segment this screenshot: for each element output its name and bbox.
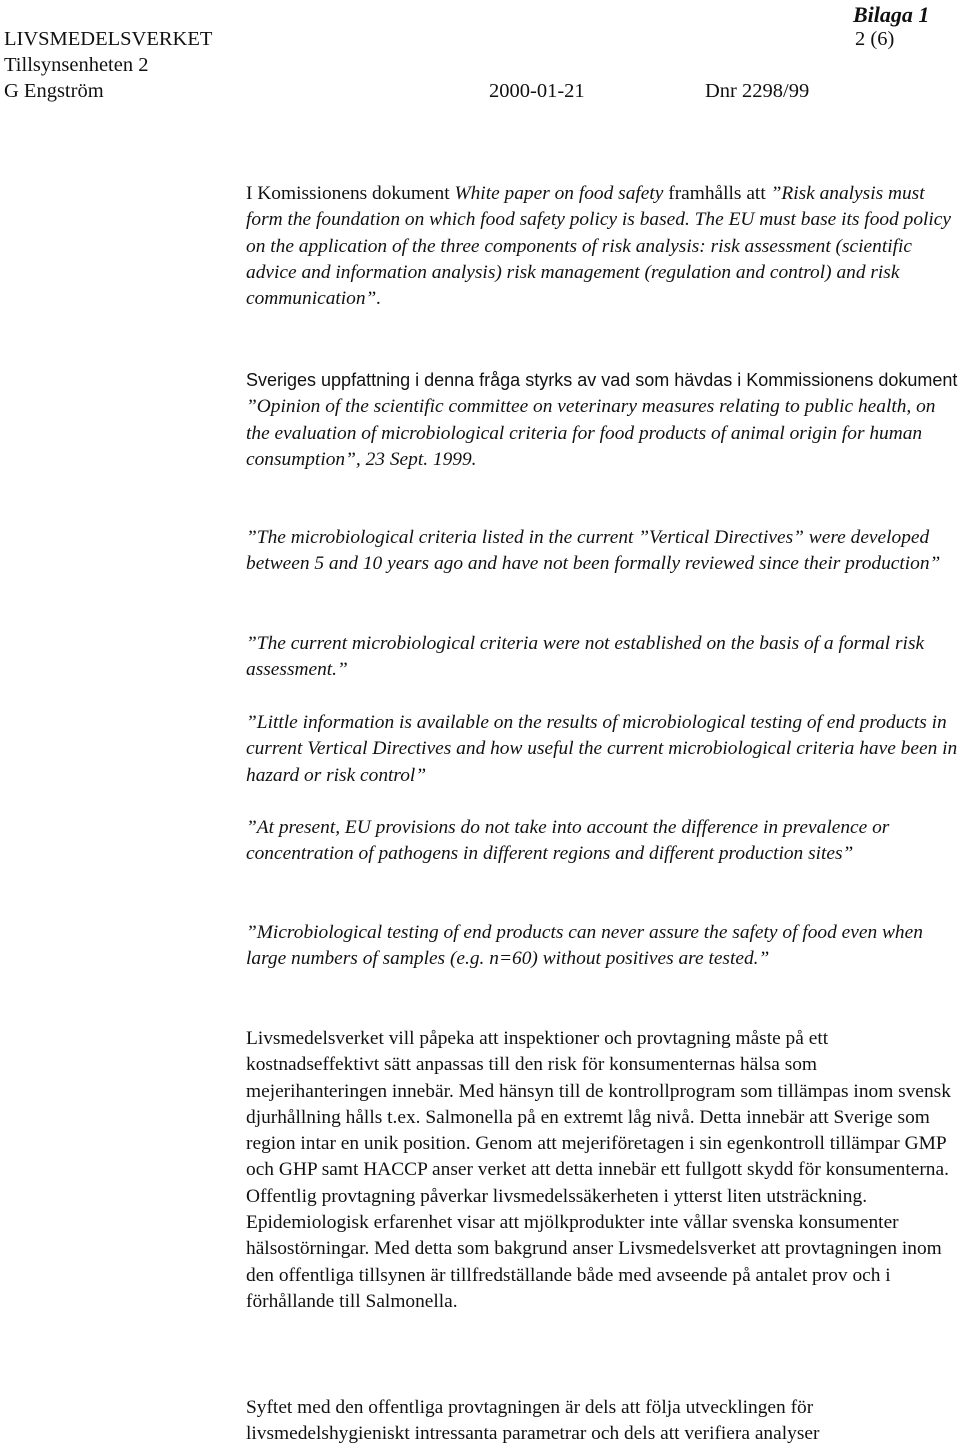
quote-1: ”The microbiological criteria listed in the current ”Vertical Directives” were developed between 5 and 10 years ago and have not been formally reviewed since their production” [246, 527, 941, 575]
p3-text: Livsmedelsverket vill påpeka att inspektioner och provtagning måste på ett kostnadseffektivt sätt anpassas till den risk för konsumenternas hälsa som mejerihanteringen innebär. Med hänsyn till de kontrollprogram som tillämpas inom svensk djurhållning hålls t.ex. Salmonella på en extremt låg nivå. Detta innebär att Sverige som region intar en unik position. Genom att mejeriföretagen i sin egenkontroll tillämpar GMP och GHP samt HACCP anser verket att detta innebär ett fullgott skydd för konsumenterna. Offentlig provtagning påverkar livsmedelssäkerheten i ytterst liten utsträckning. Epidemiologisk erfarenhet visar att mjölkprodukter inte vållar svenska konsumenter hälsostörningar. Med detta som bakgrund anser Livsmedelsverket att provtagningen inom den offentliga tillsynen är tillfredställande både med avseende på antalet prov och i förhållande till Salmonella. [246, 1028, 951, 1312]
opinion-title: ”Opinion of the scientific committee on veterinary measures relating to public health, on the evaluation of microbiological criteria for food products of animal origin for human consumption”, 23 Sept. 1999. [246, 396, 936, 470]
white-paper-quote: ”Risk analysis must form the foundation on which food safety policy is based. The EU must base its food policy on the application of the three components of risk analysis: risk assessment (scientific advice and information analysis) risk management (regulation and control) and risk communication”. [246, 183, 952, 310]
quote-4: ”At present, EU provisions do not take into account the difference in prevalence or concentration of pathogens in different regions and different production sites” [246, 817, 890, 865]
unit-name: Tillsynsenheten 2 [4, 54, 149, 76]
paragraph-livsmedelsverket [246, 1026, 958, 1315]
quote-5: ”Microbiological testing of end products can never assure the safety of food even when large numbers of samples (e.g. n=60) without positives are tested.” [246, 922, 923, 970]
paragraph-white-paper [246, 181, 958, 312]
p4-text: Syftet med den offentliga provtagningen är dels att följa utvecklingen för livsmedelshygieniskt intressanta parametrar och dels att verifiera analyser [246, 1397, 820, 1445]
page-number: 2 (6) [855, 28, 895, 50]
p1-lead: I Komissionens dokument [246, 183, 455, 204]
paragraph-purpose [246, 1395, 958, 1448]
author-name: G Engström [4, 80, 104, 102]
quote-3: ”Little information is available on the results of microbiological testing of end products in current Vertical Directives and how useful the current microbiological criteria have been in hazard or risk control” [246, 712, 958, 786]
document-date: 2000-01-21 [489, 80, 585, 102]
registry-number: Dnr 2298/99 [705, 80, 810, 102]
annex-label: Bilaga 1 [853, 2, 930, 27]
agency-name: LIVSMEDELSVERKET [4, 28, 213, 50]
quote-2: ”The current microbiological criteria were not established on the basis of a formal risk assessment.” [246, 633, 925, 681]
p2-lead: Sveriges uppfattning i denna fråga styrks av vad som hävdas i Kommissionens dokument [246, 370, 958, 390]
white-paper-title: White paper on food safety [454, 183, 664, 204]
paragraph-opinion [246, 367, 958, 473]
p1-mid: framhålls att [663, 183, 771, 204]
